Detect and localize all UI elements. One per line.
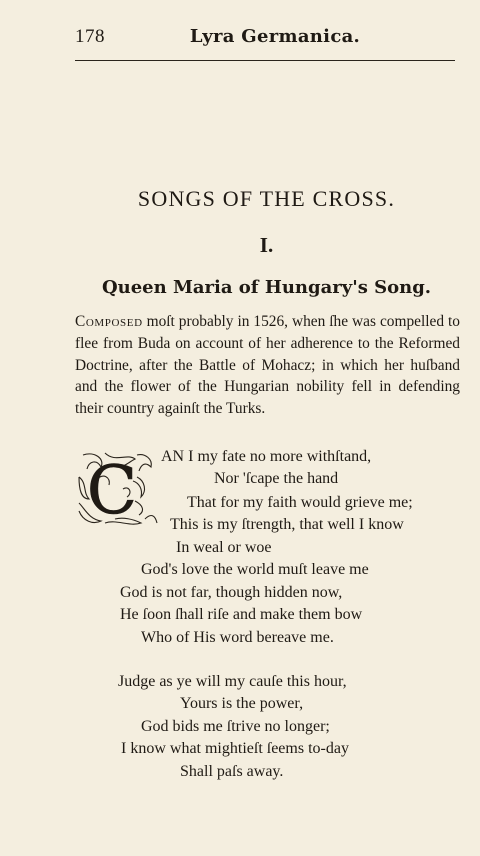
verse-line: In weal or woe [176,539,272,556]
intro-text: moſt probably in 1526, when ſhe was compelled to flee from Buda on account of her adherence to the Reformed Doctrine, after the Battle of Mohacz; in which her huſband and the flower of the Hungarian nobility fell in defending their country againſt the Turks. [75,313,460,418]
section-title: SONGS OF THE CROSS. [137,186,396,211]
running-title: Lyra Germanica. [189,26,361,47]
dropcap-letter: C [86,452,138,529]
verse-line: Who of His word bereave me. [141,629,334,646]
page-header [75,26,455,50]
ornamental-dropcap [75,449,159,529]
verse-line: This is my ſtrength, that well I know [170,516,404,533]
verse-line: God bids me ſtrive no longer; [141,718,330,735]
verse-line: God's love the world muſt leave me [141,561,369,578]
dropcap-ornament-icon [75,449,159,529]
verse-line: Yours is the power, [180,695,304,712]
verse-line: That for my faith would grieve me; [187,494,413,511]
intro-paragraph [75,311,460,420]
verse-line: God is not far, though hidden now, [120,584,343,601]
verse-line: AN I my fate no more withſtand, [161,448,372,465]
intro-lead-word: Composed [75,313,143,330]
verse-line: Judge as ye will my cauſe this hour, [118,673,347,690]
verse-line: I know what mightieſt ſeems to-day [121,740,349,757]
verse-line: Nor 'ſcape the hand [214,470,339,487]
poem-title: Queen Maria of Hungary's Song. [101,277,432,298]
page-number: 178 [75,26,105,47]
verse-line: He ſoon ſhall riſe and make them bow [120,606,363,623]
hymn-number: I. [259,233,274,257]
verse-line: Shall paſs away. [180,763,284,780]
header-rule [75,60,455,61]
